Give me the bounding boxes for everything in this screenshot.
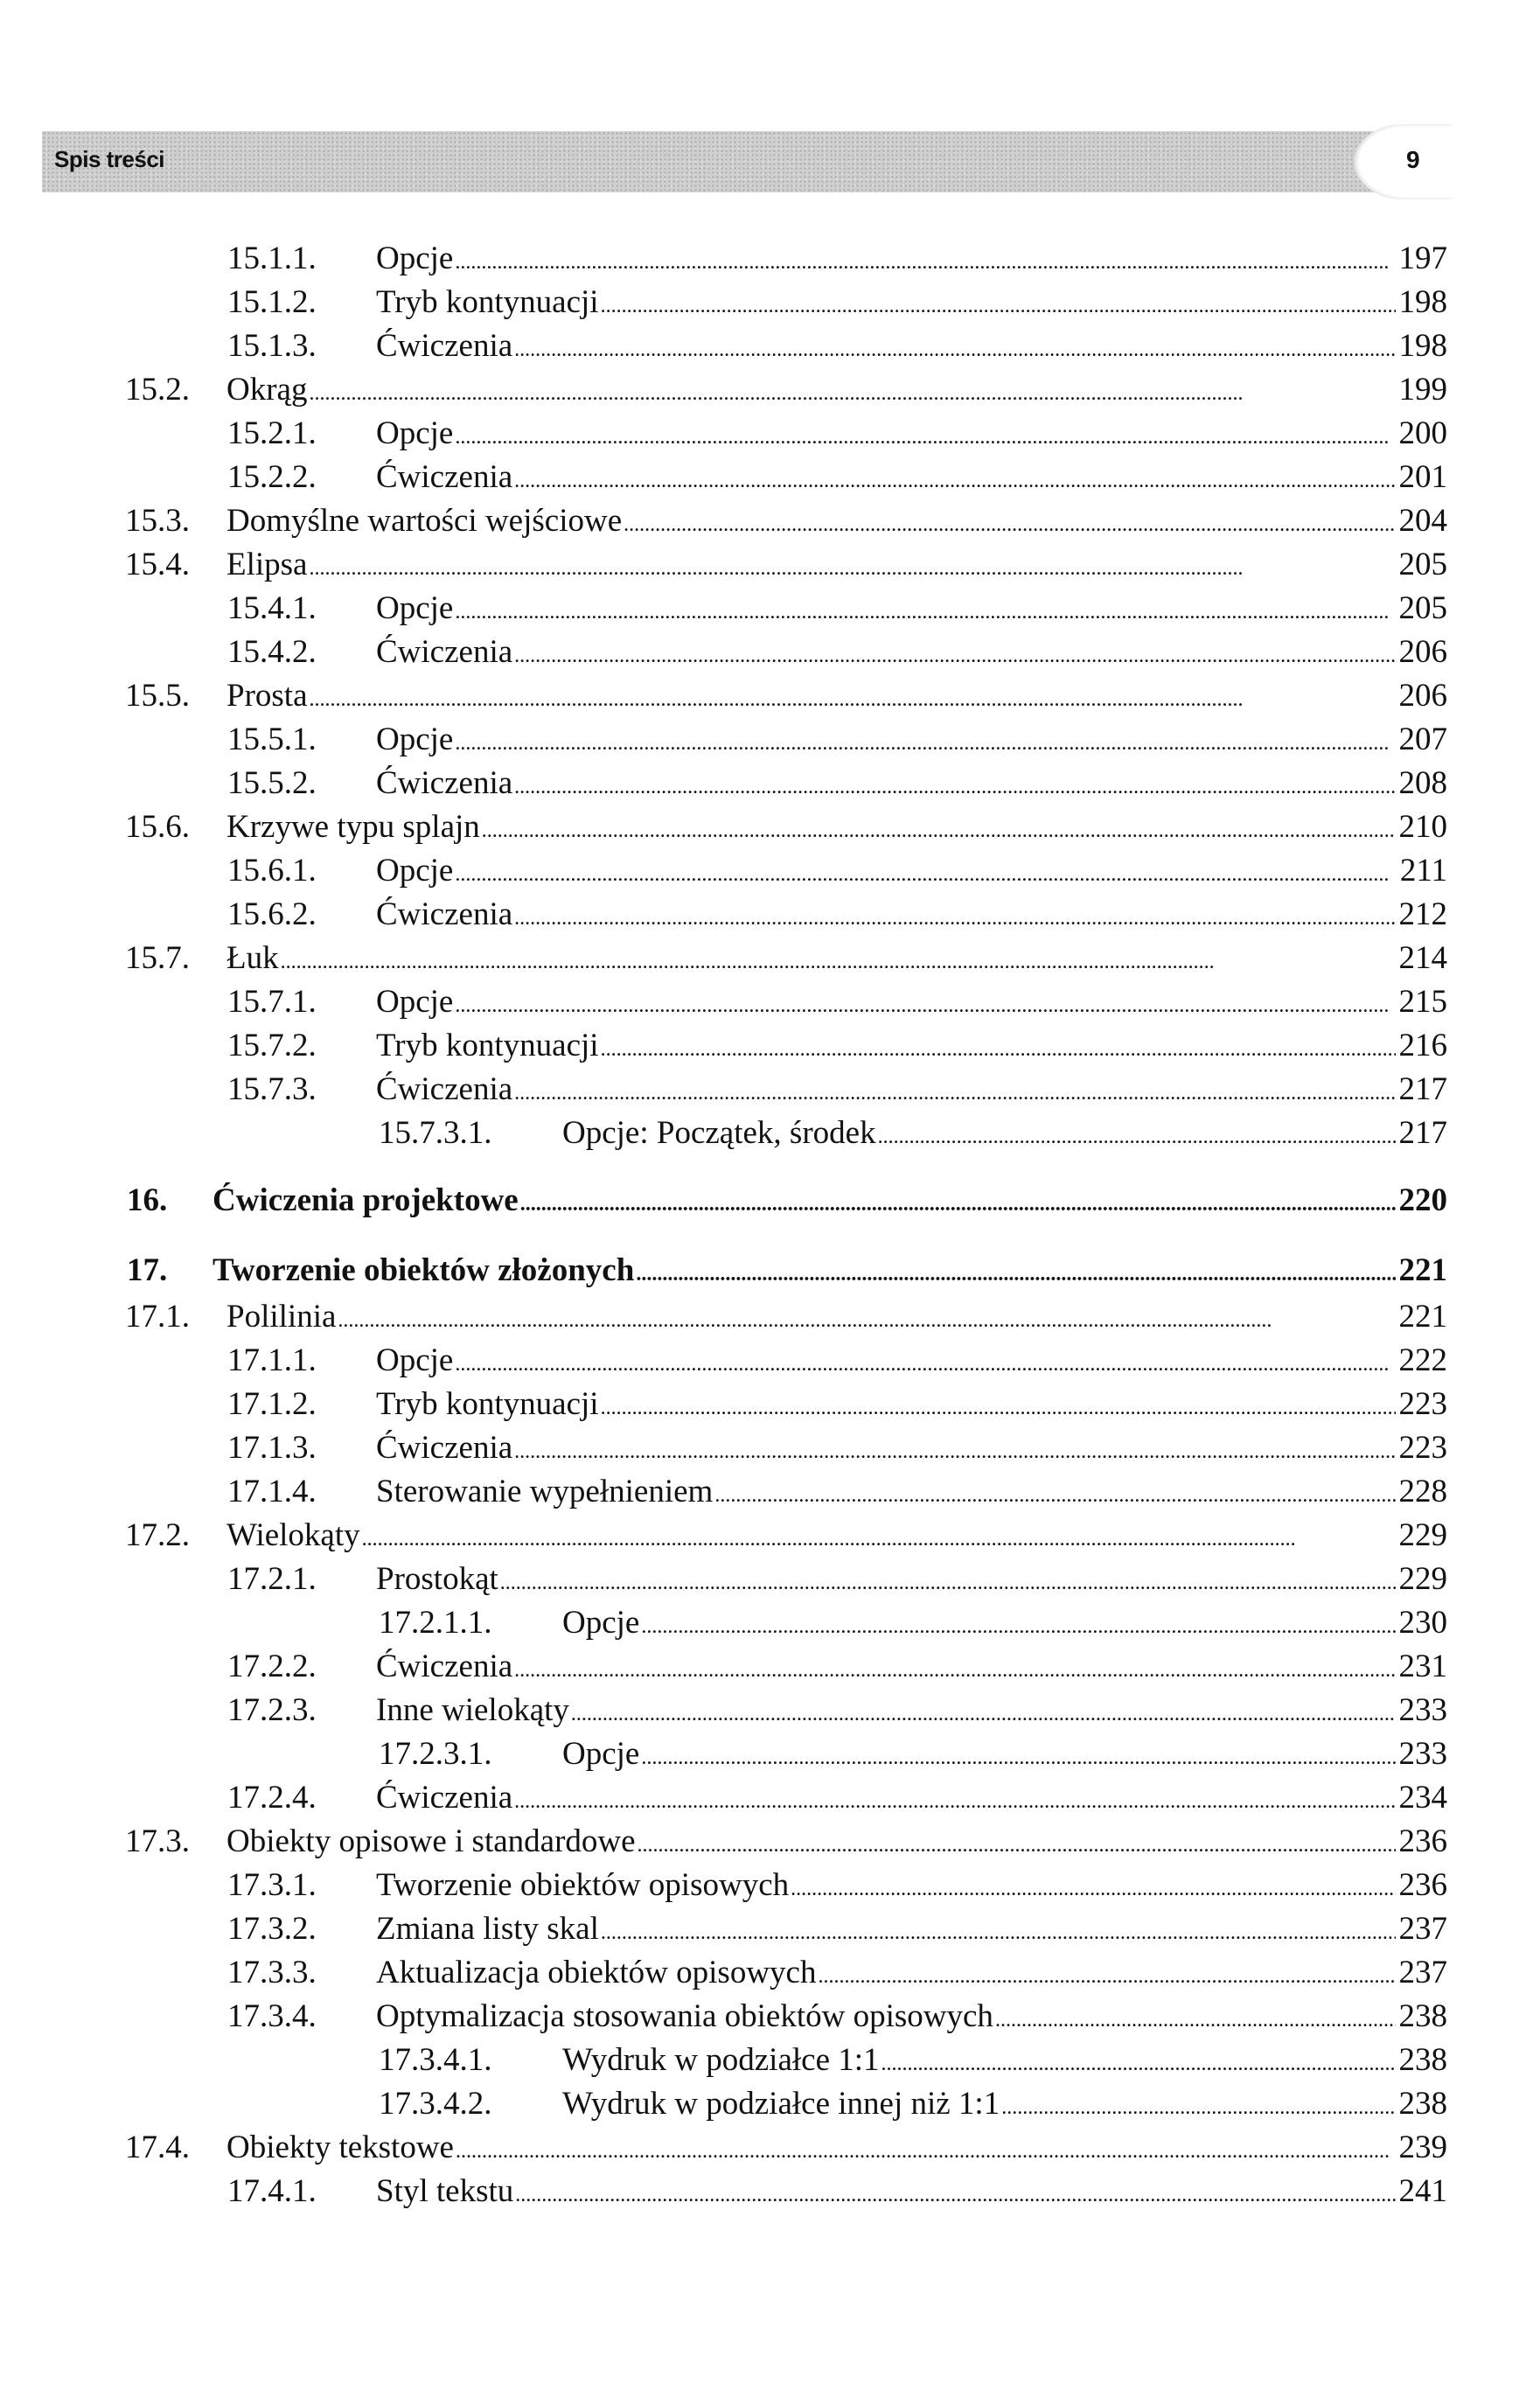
toc-entry-page: 205: [1398, 547, 1447, 582]
toc-entry-page: 206: [1398, 678, 1447, 714]
dot-leader: [455, 850, 1397, 896]
toc-entry-number: 17.2.2.: [227, 1649, 317, 1684]
toc-entry-title: Prostokąt: [376, 1561, 498, 1597]
toc-entry-number: 15.1.3.: [227, 328, 317, 364]
toc-entry-page: 238: [1398, 1998, 1447, 2034]
toc-entry: [227, 2171, 1447, 2216]
toc-entry-number: 17.4.1.: [227, 2173, 317, 2209]
toc-entry-title: Obiekty opisowe i standardowe: [226, 1823, 636, 1859]
toc-entry: [125, 500, 1447, 546]
toc-entry: [379, 1112, 1447, 1158]
toc-entry-number: 16.: [127, 1182, 168, 1218]
dot-leader: [571, 1690, 1396, 1735]
toc-entry: [227, 1646, 1447, 1691]
toc-entry-page: 236: [1398, 1867, 1447, 1903]
toc-entry-page: 234: [1398, 1780, 1447, 1816]
dot-leader: [636, 1250, 1395, 1295]
toc-entry-page: 241: [1398, 2173, 1447, 2209]
dot-leader: [1001, 2083, 1395, 2129]
toc-entry-page: 207: [1398, 721, 1447, 757]
toc-entry-title: Ćwiczenia: [376, 634, 513, 670]
toc-entry: [125, 544, 1447, 589]
dot-leader: [455, 588, 1395, 633]
toc-entry-number: 17.: [127, 1252, 168, 1288]
toc-entry-page: 239: [1398, 2130, 1447, 2165]
page-number: 9: [1406, 146, 1420, 173]
toc-entry: [125, 1515, 1447, 1560]
toc-entry-number: 15.7.3.1.: [379, 1115, 492, 1151]
toc-entry-page: 217: [1398, 1115, 1447, 1151]
toc-entry-page: 233: [1398, 1692, 1447, 1728]
toc-entry: [379, 2039, 1447, 2085]
toc-entry-title: Tryb kontynuacji: [376, 1386, 599, 1422]
toc-entry-page: 238: [1398, 2086, 1447, 2122]
toc-entry-number: 15.5.1.: [227, 721, 317, 757]
toc-entry: [227, 1996, 1447, 2041]
toc-entry-page: 238: [1398, 2042, 1447, 2078]
toc-entry-page: 229: [1398, 1561, 1447, 1597]
toc-entry-page: 204: [1398, 503, 1447, 539]
toc-entry-title: Ćwiczenia: [376, 896, 513, 932]
toc-entry-number: 15.2.1.: [227, 415, 317, 451]
toc-entry: [125, 806, 1447, 852]
toc-entry: [227, 981, 1447, 1027]
toc-entry-title: Opcje: [562, 1736, 640, 1772]
toc-entry-page: 211: [1399, 853, 1447, 889]
dot-leader: [500, 1558, 1396, 1604]
toc-entry-title: Opcje: [376, 240, 454, 276]
toc-entry-page: 198: [1398, 284, 1447, 320]
toc-entry-number: 15.6.2.: [227, 896, 317, 932]
toc-entry: [227, 1908, 1447, 1954]
toc-entry-number: 15.7.1.: [227, 984, 317, 1020]
toc-entry: [125, 1296, 1447, 1342]
toc-entry-title: Tryb kontynuacji: [376, 1028, 599, 1063]
dot-leader: [624, 500, 1395, 546]
toc-entry-number: 17.3.3.: [227, 1955, 317, 1990]
toc-entry-page: 237: [1398, 1955, 1447, 1990]
toc-entry: [379, 2083, 1447, 2129]
toc-entry: [125, 2127, 1447, 2172]
toc-entry: [227, 282, 1447, 327]
toc-entry: [125, 369, 1447, 415]
toc-entry-page: 201: [1398, 459, 1447, 495]
toc-entry: [227, 1558, 1447, 1604]
toc-entry: [227, 1952, 1447, 1997]
dot-leader: [482, 806, 1396, 852]
dot-leader: [455, 719, 1395, 764]
dot-leader: [281, 938, 1396, 983]
toc-entry-title: Styl tekstu: [376, 2173, 514, 2209]
toc-entry: [227, 1025, 1447, 1070]
toc-entry-title: Tworzenie obiektów opisowych: [376, 1867, 790, 1903]
toc-entry-number: 17.3.4.1.: [379, 2042, 492, 2078]
running-header-title: Spis treści: [54, 146, 165, 172]
toc-entry-page: 199: [1398, 372, 1447, 408]
dot-leader: [514, 1646, 1395, 1691]
toc-entry-page: 200: [1398, 415, 1447, 451]
toc-entry-title: Opcje: [376, 721, 454, 757]
dot-leader: [514, 457, 1395, 502]
toc-entry-number: 15.6.: [125, 809, 190, 845]
dot-leader: [818, 1952, 1395, 1997]
toc-entry: [227, 719, 1447, 764]
toc-entry-page: 222: [1398, 1342, 1447, 1378]
toc-entry: [227, 1340, 1447, 1385]
dot-leader: [455, 238, 1395, 283]
dot-leader: [455, 981, 1395, 1027]
toc-entry-number: 17.2.: [125, 1517, 190, 1553]
toc-entry-title: Sterowanie wypełnieniem: [376, 1474, 714, 1509]
toc-entry: [227, 1777, 1447, 1823]
toc-entry-page: 210: [1398, 809, 1447, 845]
toc-entry-title: Krzywe typu splajn: [226, 809, 480, 845]
dot-leader: [309, 544, 1395, 589]
dot-leader: [362, 1515, 1396, 1560]
toc-entry-page: 229: [1398, 1517, 1447, 1553]
toc-entry-page: 198: [1398, 328, 1447, 364]
toc-entry-title: Inne wielokąty: [376, 1692, 569, 1728]
toc-entry-title: Domyślne wartości wejściowe: [226, 503, 623, 539]
toc-entry: [125, 1821, 1447, 1866]
dot-leader: [455, 1340, 1395, 1385]
dot-leader: [514, 325, 1395, 371]
dot-leader: [638, 1821, 1396, 1866]
toc-entry-number: 17.1.3.: [227, 1430, 317, 1466]
toc-entry-title: Tryb kontynuacji: [376, 284, 599, 320]
toc-entry-number: 15.1.2.: [227, 284, 317, 320]
toc-entry-page: 223: [1398, 1430, 1447, 1466]
toc-entry-number: 15.2.2.: [227, 459, 317, 495]
toc-entry-title: Opcje: [376, 984, 454, 1020]
toc-entry-title: Ćwiczenia: [376, 765, 513, 801]
dot-leader: [641, 1602, 1395, 1648]
toc-entry: [379, 1602, 1447, 1648]
toc-entry: [227, 1690, 1447, 1735]
toc-entry-page: 228: [1398, 1474, 1447, 1509]
toc-entry-number: 15.6.1.: [227, 853, 317, 889]
toc-entry-number: 17.3.1.: [227, 1867, 317, 1903]
toc-entry: [227, 763, 1447, 808]
toc-entry-number: 15.3.: [125, 503, 190, 539]
toc-entry-number: 15.2.: [125, 372, 190, 408]
dot-leader: [791, 1865, 1395, 1910]
toc-entry-number: 15.5.: [125, 678, 190, 714]
dot-leader: [514, 1427, 1395, 1473]
toc-entry-title: Okrąg: [226, 372, 308, 408]
toc-entry: [227, 238, 1447, 283]
toc-entry-number: 15.7.3.: [227, 1071, 317, 1107]
toc-entry-number: 15.7.2.: [227, 1028, 317, 1063]
toc-entry-page: 236: [1398, 1823, 1447, 1859]
toc-entry-number: 17.2.4.: [227, 1780, 317, 1816]
dot-leader: [514, 763, 1395, 808]
toc-entry-number: 15.4.2.: [227, 634, 317, 670]
toc-entry-title: Opcje: [376, 415, 454, 451]
toc-entry: [227, 457, 1447, 502]
toc-entry: [227, 894, 1447, 939]
toc-entry-number: 15.7.: [125, 940, 190, 976]
toc-entry-title: Opcje: [376, 853, 454, 889]
dot-leader: [456, 2127, 1396, 2172]
toc-entry-page: 223: [1398, 1386, 1447, 1422]
toc-entry-title: Ćwiczenia: [376, 1780, 513, 1816]
toc-entry-title: Tworzenie obiektów złożonych: [213, 1252, 635, 1288]
toc-entry: [227, 588, 1447, 633]
dot-leader: [309, 369, 1395, 415]
toc-entry-title: Polilinia: [226, 1299, 337, 1335]
toc-entry-page: 206: [1398, 634, 1447, 670]
dot-leader: [601, 282, 1396, 327]
toc-entry-number: 17.3.4.: [227, 1998, 317, 2034]
toc-entry: [227, 1384, 1447, 1429]
toc-entry-number: 17.2.1.1.: [379, 1605, 492, 1641]
toc-entry-title: Prosta: [226, 678, 308, 714]
toc-entry-title: Wydruk w podziałce innej niż 1:1: [562, 2086, 1000, 2122]
toc-entry-title: Wydruk w podziałce 1:1: [562, 2042, 880, 2078]
dot-leader: [995, 1996, 1396, 2041]
toc-entry-title: Opcje: Początek, środek: [562, 1115, 876, 1151]
toc-entry-number: 15.4.1.: [227, 590, 317, 626]
toc-entry: [227, 1865, 1447, 1910]
toc-entry-number: 17.1.1.: [227, 1342, 317, 1378]
toc-entry-title: Ćwiczenia: [376, 459, 513, 495]
dot-leader: [514, 631, 1395, 677]
toc-entry-title: Wielokąty: [226, 1517, 360, 1553]
toc-entry: [125, 938, 1447, 983]
toc-entry-number: 15.4.: [125, 547, 190, 582]
toc-entry: [227, 1427, 1447, 1473]
toc-entry-page: 217: [1398, 1071, 1447, 1107]
toc-entry: [127, 1180, 1447, 1225]
toc-entry-page: 216: [1398, 1028, 1447, 1063]
toc-entry-title: Opcje: [376, 1342, 454, 1378]
toc-entry-page: 230: [1398, 1605, 1447, 1641]
toc-entry-title: Obiekty tekstowe: [226, 2130, 454, 2165]
dot-leader: [310, 675, 1396, 721]
toc-entry: [227, 413, 1447, 458]
toc-entry-title: Ćwiczenia: [376, 1071, 513, 1107]
toc-entry: [227, 1069, 1447, 1114]
toc-entry-title: Optymalizacja stosowania obiektów opisowych: [376, 1998, 993, 2034]
toc-entry-title: Łuk: [226, 940, 279, 976]
toc-entry-number: 17.1.: [125, 1299, 190, 1335]
toc-entry-title: Elipsa: [226, 547, 308, 582]
dot-leader: [514, 894, 1395, 939]
toc-entry-page: 215: [1398, 984, 1447, 1020]
toc-entry-number: 17.1.2.: [227, 1386, 317, 1422]
toc-entry-page: 221: [1398, 1299, 1447, 1335]
dot-leader: [514, 1777, 1395, 1823]
toc-entry-title: Ćwiczenia: [376, 1649, 513, 1684]
toc-entry-page: 197: [1398, 240, 1447, 276]
toc-entry-page: 237: [1398, 1911, 1447, 1947]
dot-leader: [338, 1296, 1395, 1342]
dot-leader: [641, 1733, 1395, 1779]
toc-entry-title: Ćwiczenia: [376, 1430, 513, 1466]
toc-entry-number: 15.5.2.: [227, 765, 317, 801]
toc-entry: [227, 850, 1447, 896]
toc-entry-page: 233: [1398, 1736, 1447, 1772]
dot-leader: [601, 1025, 1396, 1070]
dot-leader: [514, 1069, 1395, 1114]
toc-entry: [125, 675, 1447, 721]
toc-entry-number: 15.1.1.: [227, 240, 317, 276]
dot-leader: [881, 2039, 1396, 2085]
dot-leader: [601, 1908, 1396, 1954]
dot-leader: [515, 2171, 1395, 2216]
toc-entry-title: Aktualizacja obiektów opisowych: [376, 1955, 817, 1990]
toc-entry: [127, 1250, 1447, 1295]
toc-entry-number: 17.3.: [125, 1823, 190, 1859]
toc-entry-number: 17.1.4.: [227, 1474, 317, 1509]
toc-entry-title: Opcje: [376, 590, 454, 626]
toc-entry-page: 220: [1398, 1182, 1447, 1218]
toc-entry-title: Zmiana listy skal: [376, 1911, 599, 1947]
toc-entry-number: 17.2.3.: [227, 1692, 317, 1728]
toc-entry-number: 17.2.3.1.: [379, 1736, 492, 1772]
toc-entry-page: 212: [1398, 896, 1447, 932]
toc-entry-title: Ćwiczenia: [376, 328, 513, 364]
toc-entry-title: Ćwiczenia projektowe: [213, 1182, 519, 1218]
toc-entry-number: 17.2.1.: [227, 1561, 317, 1597]
dot-leader: [520, 1180, 1396, 1225]
toc-entry-title: Opcje: [562, 1605, 640, 1641]
toc-entry-page: 231: [1398, 1649, 1447, 1684]
toc-entry-page: 221: [1398, 1252, 1447, 1288]
toc-entry-page: 205: [1398, 590, 1447, 626]
dot-leader: [714, 1471, 1395, 1516]
toc-entry-page: 214: [1398, 940, 1447, 976]
toc-entry-number: 17.4.: [125, 2130, 190, 2165]
toc-entry: [227, 325, 1447, 371]
toc-entry: [227, 631, 1447, 677]
dot-leader: [601, 1384, 1396, 1429]
toc-entry: [379, 1733, 1447, 1779]
toc-entry-page: 208: [1398, 765, 1447, 801]
toc-entry-number: 17.3.2.: [227, 1911, 317, 1947]
toc-entry: [227, 1471, 1447, 1516]
toc-entry-number: 17.3.4.2.: [379, 2086, 492, 2122]
dot-leader: [878, 1112, 1396, 1158]
dot-leader: [455, 413, 1395, 458]
